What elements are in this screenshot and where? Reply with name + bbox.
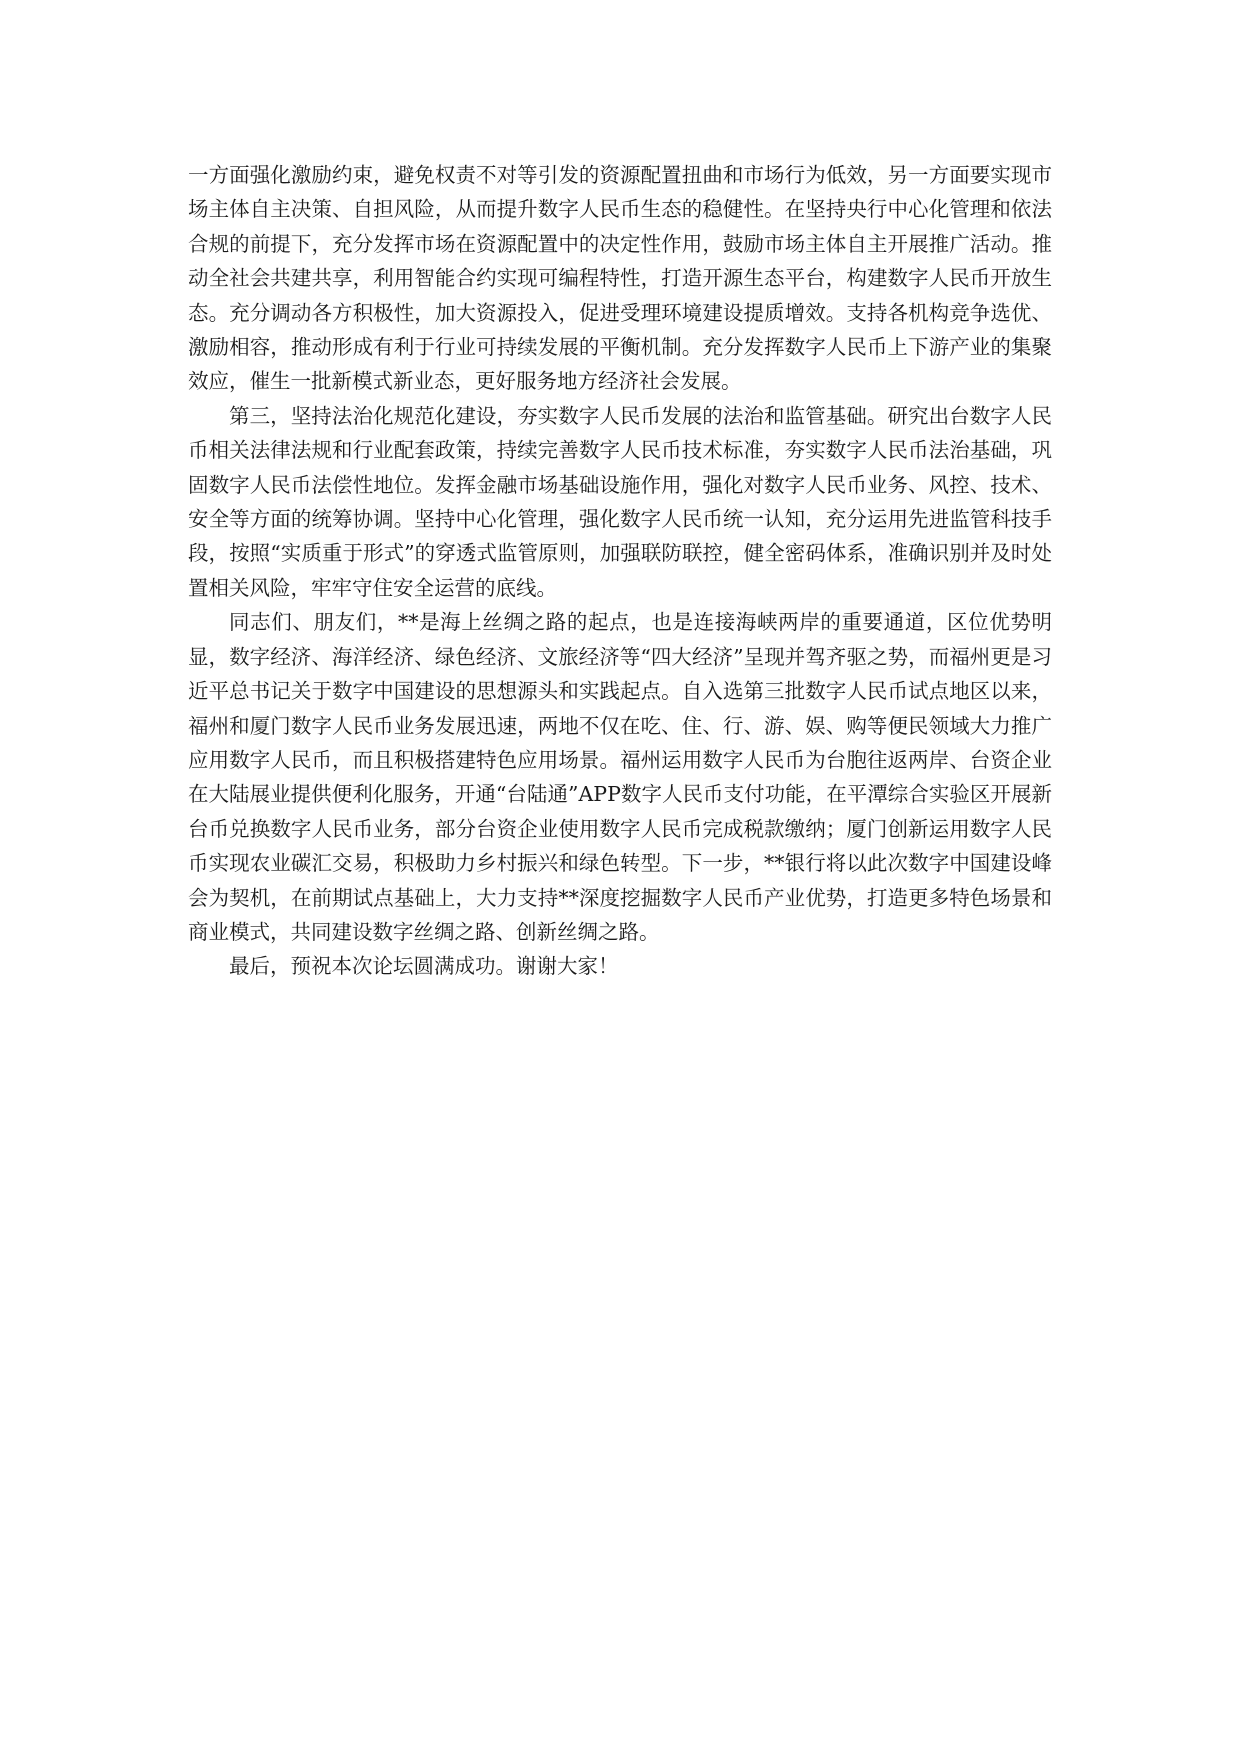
document-body bbox=[188, 158, 1052, 984]
paragraph-closing: 最后，预祝本次论坛圆满成功。谢谢大家！ bbox=[229, 954, 619, 979]
paragraph-regional-pilot: 同志们、朋友们，**是海上丝绸之路的起点，也是连接海峡两岸的重要通道，区位优势明显，数字经济、海洋经济、绿色经济、文旅经济等“四大经济”呈现并驾齐驱之势，而福州更是习近平总书记关于数字中国建设的思想源头和实践起点。自入选第三批数字人民币试点地区以来，福州和厦门数字人民币业务发展迅速，两地不仅在吃、住、行、游、娱、购等便民领域大力推广应用数字人民币，而且积极搭建特色应用场景。福州运用数字人民币为台胞往返两岸、台资企业在大陆展业提供便利化服务，开通“台陆通”APP数字人民币支付功能，在平潭综合实验区开展新台币兑换数字人民币业务，部分台资企业使用数字人民币完成税款缴纳；厦门创新运用数字人民币实现农业碳汇交易，积极助力乡村振兴和绿色转型。下一步，**银行将以此次数字中国建设峰会为契机，在前期试点基础上，大力支持**深度挖掘数字人民币产业优势，打造更多特色场景和商业模式，共同建设数字丝绸之路、创新丝绸之路。 bbox=[188, 610, 1052, 944]
paragraph-rule-of-law: 第三，坚持法治化规范化建设，夯实数字人民币发展的法治和监管基础。研究出台数字人民币相关法律法规和行业配套政策，持续完善数字人民币技术标准，夯实数字人民币法治基础，巩固数字人民币法偿性地位。发挥金融市场基础设施作用，强化对数字人民币业务、风控、技术、安全等方面的统筹协调。坚持中心化管理，强化数字人民币统一认知，充分运用先进监管科技手段，按照“实质重于形式”的穿透式监管原则，加强联防联控，健全密码体系，准确识别并及时处置相关风险，牢牢守住安全运营的底线。 bbox=[188, 403, 1052, 600]
paragraph-continuation: 一方面强化激励约束，避免权责不对等引发的资源配置扭曲和市场行为低效，另一方面要实现市场主体自主决策、自担风险，从而提升数字人民币生态的稳健性。在坚持央行中心化管理和依法合规的前提下，充分发挥市场在资源配置中的决定性作用，鼓励市场主体自主开展推广活动。推动全社会共建共享，利用智能合约实现可编程特性，打造开源生态平台，构建数字人民币开放生态。充分调动各方积极性，加大资源投入，促进受理环境建设提质增效。支持各机构竞争选优、激励相容，推动形成有利于行业可持续发展的平衡机制。充分发挥数字人民币上下游产业的集聚效应，催生一批新模式新业态，更好服务地方经济社会发展。 bbox=[188, 163, 1052, 394]
